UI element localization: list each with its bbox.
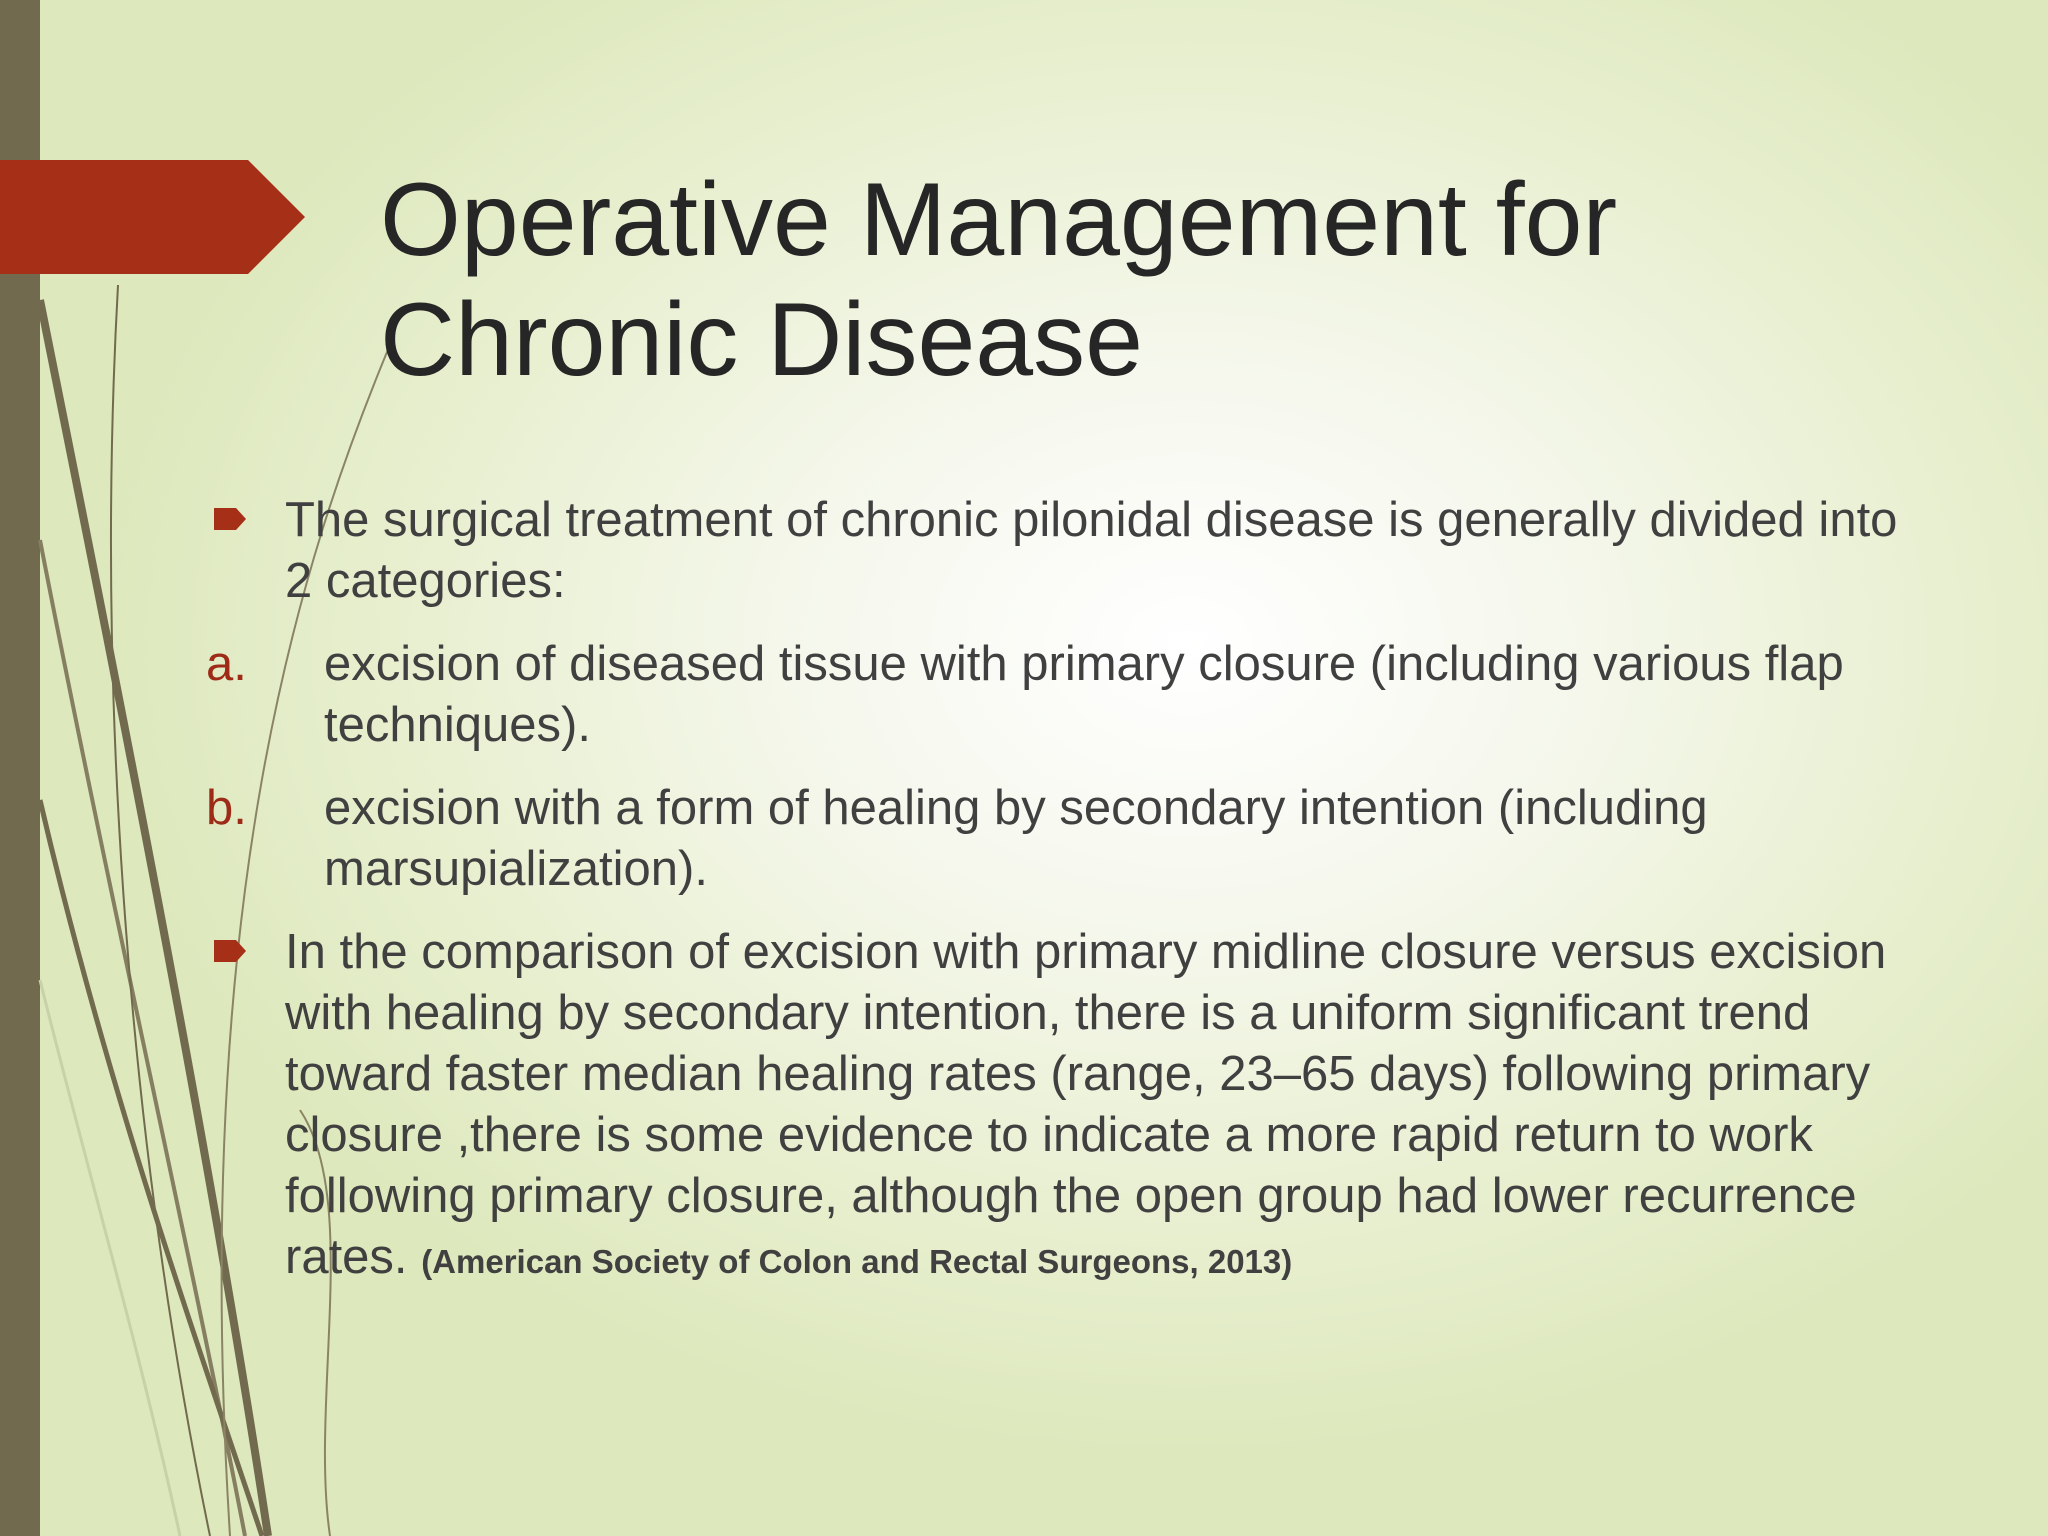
list-item-text: excision with a form of healing by secondary intention (including marsupialization). (324, 781, 1708, 896)
list-marker: a. (206, 637, 247, 691)
arrow-bullet-icon (214, 504, 248, 534)
list-item-a (200, 634, 1900, 756)
slide-title: Operative Management for Chronic Disease (380, 162, 1618, 398)
arrow-bullet-icon (214, 936, 248, 966)
list-marker: b. (206, 781, 247, 835)
closing-text: In the comparison of excision with primary midline closure versus excision with healing by secondary intention, there is a uniform significant trend toward faster median healing rates (range, 23–65 days) following primary closure ,there is some evidence to indicate a more rapid return to work following primary closure, although the open group had lower recurrence rates. (285, 925, 1887, 1284)
title-arrow-tab-shape (0, 160, 310, 274)
list-item-b (200, 778, 1900, 900)
list-item-text: excision of diseased tissue with primary closure (including various flap techniques). (324, 637, 1844, 752)
bullet-text: The surgical treatment of chronic pilonidal disease is generally divided into 2 categories: (285, 493, 1898, 608)
bullet-item (200, 490, 1900, 612)
closing-bullet-item (200, 922, 1900, 1292)
citation: (American Society of Colon and Rectal Surgeons, 2013) (421, 1243, 1293, 1280)
slide-content (200, 490, 1900, 1314)
